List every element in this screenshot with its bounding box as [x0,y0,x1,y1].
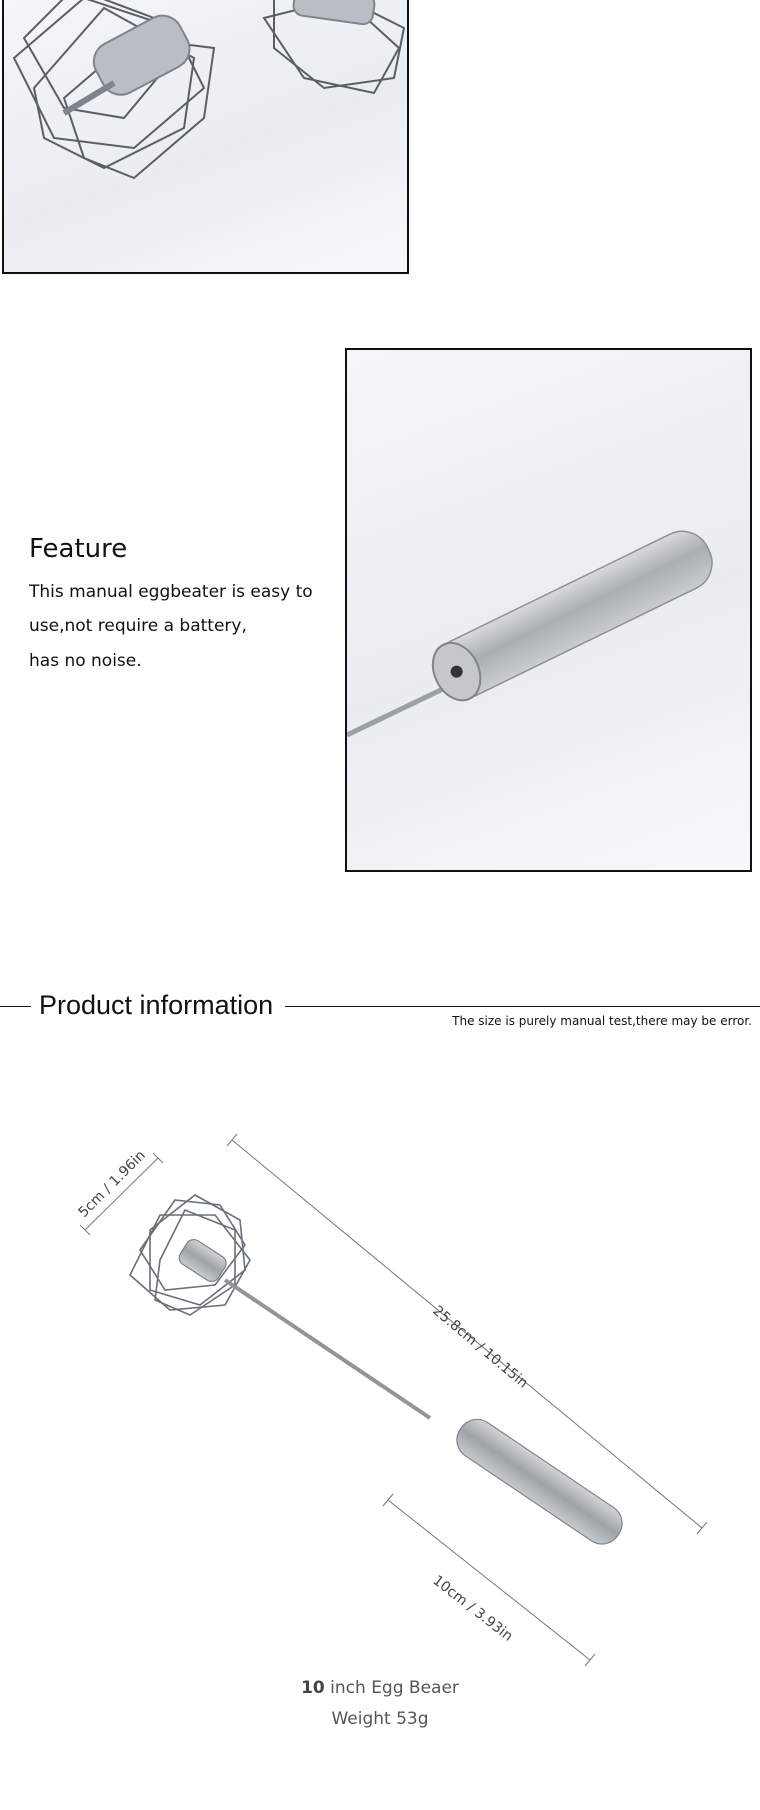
feature-line: has no noise. [29,651,142,671]
whisk-heads-illustration [4,0,407,272]
whisk-heads-photo [2,0,409,274]
handle-illustration [347,350,750,870]
whisk-handle [450,1412,630,1551]
product-name-size: 10 [301,1678,325,1698]
feature-title: Feature [29,534,128,564]
whisk-shaft [225,1280,430,1418]
size-disclaimer: The size is purely manual test,there may be error. [452,1014,752,1028]
product-name [0,1678,760,1698]
product-name-rest: inch Egg Beaer [324,1678,459,1698]
handle-photo [345,348,752,872]
heading-rule-right [285,1006,760,1007]
feature-line: This manual eggbeater is easy to [29,582,313,602]
head-width-label: 5cm / 1.96in [75,1147,149,1221]
handle-length-label: 10cm / 3.93in [429,1572,516,1645]
dimension-diagram [0,1120,760,1680]
product-weight: Weight 53g [331,1709,429,1729]
feature-line: use,not require a battery, [29,616,247,636]
total-length-label: 25.8cm / 10.15in [429,1302,531,1392]
section-title: Product information [39,990,274,1020]
heading-rule-left [0,1006,31,1007]
